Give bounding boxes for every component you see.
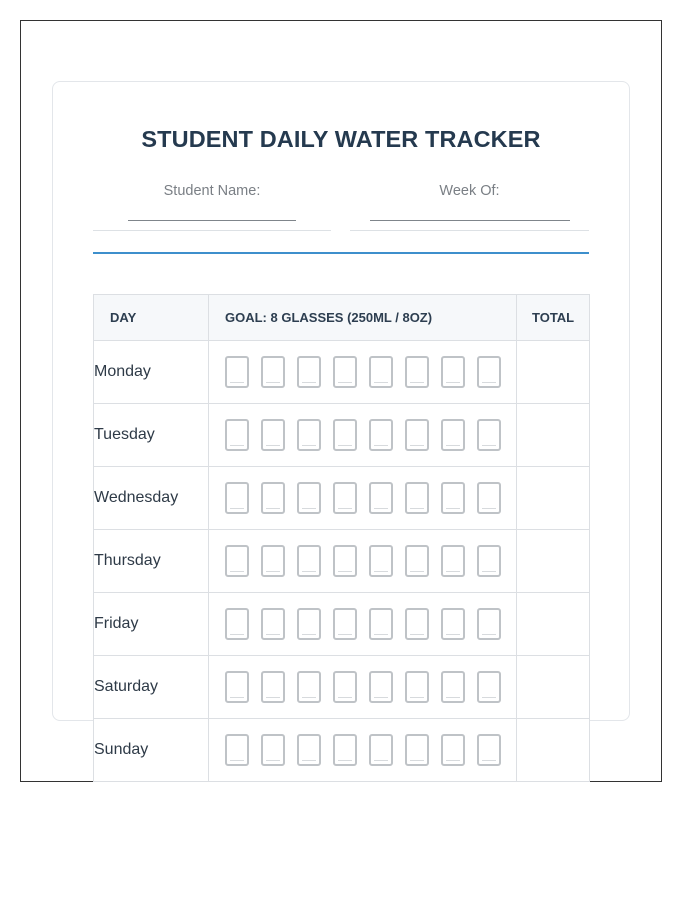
total-input-cell[interactable]	[517, 530, 590, 593]
glass-checkbox-icon[interactable]	[297, 419, 321, 451]
glass-checkbox-icon[interactable]	[369, 419, 393, 451]
total-input-cell[interactable]	[517, 467, 590, 530]
total-input-cell[interactable]	[517, 656, 590, 719]
glass-checkbox-icon[interactable]	[405, 419, 429, 451]
table-header-row	[94, 295, 590, 341]
glass-checkbox-icon[interactable]	[261, 734, 285, 766]
table-row	[94, 341, 590, 404]
glass-checkbox-icon[interactable]	[225, 419, 249, 451]
header-day: DAY	[94, 295, 209, 341]
week-of-input-line[interactable]	[370, 220, 570, 221]
glasses-group	[209, 608, 516, 640]
table-row	[94, 467, 590, 530]
glass-checkbox-icon[interactable]	[441, 608, 465, 640]
glasses-cell	[209, 656, 517, 719]
day-label: Saturday	[94, 656, 209, 719]
glasses-group	[209, 356, 516, 388]
glass-checkbox-icon[interactable]	[405, 608, 429, 640]
glass-checkbox-icon[interactable]	[477, 671, 501, 703]
glass-checkbox-icon[interactable]	[225, 671, 249, 703]
student-name-input-line[interactable]	[128, 220, 296, 221]
glass-checkbox-icon[interactable]	[225, 356, 249, 388]
glasses-cell	[209, 404, 517, 467]
day-label: Wednesday	[94, 467, 209, 530]
glass-checkbox-icon[interactable]	[297, 545, 321, 577]
glasses-group	[209, 419, 516, 451]
glass-checkbox-icon[interactable]	[477, 734, 501, 766]
glass-checkbox-icon[interactable]	[441, 671, 465, 703]
glass-checkbox-icon[interactable]	[261, 545, 285, 577]
glass-checkbox-icon[interactable]	[369, 608, 393, 640]
header-total: TOTAL	[517, 295, 590, 341]
glass-checkbox-icon[interactable]	[477, 419, 501, 451]
glass-checkbox-icon[interactable]	[297, 734, 321, 766]
field-divider	[350, 230, 589, 231]
water-tracker-table	[93, 294, 590, 782]
glass-checkbox-icon[interactable]	[441, 482, 465, 514]
day-label: Tuesday	[94, 404, 209, 467]
week-of-label: Week Of:	[439, 183, 500, 199]
total-input-cell[interactable]	[517, 593, 590, 656]
glass-checkbox-icon[interactable]	[477, 608, 501, 640]
glass-checkbox-icon[interactable]	[441, 419, 465, 451]
glasses-cell	[209, 593, 517, 656]
glasses-cell	[209, 530, 517, 593]
glass-checkbox-icon[interactable]	[405, 671, 429, 703]
accent-divider	[93, 252, 589, 254]
glass-checkbox-icon[interactable]	[333, 482, 357, 514]
glass-checkbox-icon[interactable]	[405, 545, 429, 577]
glass-checkbox-icon[interactable]	[261, 356, 285, 388]
glass-checkbox-icon[interactable]	[225, 608, 249, 640]
student-name-field[interactable]	[93, 183, 331, 199]
day-label: Sunday	[94, 719, 209, 782]
glass-checkbox-icon[interactable]	[225, 545, 249, 577]
glass-checkbox-icon[interactable]	[225, 734, 249, 766]
glass-checkbox-icon[interactable]	[333, 356, 357, 388]
glass-checkbox-icon[interactable]	[477, 482, 501, 514]
student-name-label: Student Name:	[163, 183, 261, 199]
glasses-cell	[209, 719, 517, 782]
glass-checkbox-icon[interactable]	[225, 482, 249, 514]
glasses-group	[209, 671, 516, 703]
glass-checkbox-icon[interactable]	[333, 671, 357, 703]
page-title: STUDENT DAILY WATER TRACKER	[141, 126, 541, 152]
table-row	[94, 404, 590, 467]
glass-checkbox-icon[interactable]	[333, 419, 357, 451]
total-input-cell[interactable]	[517, 719, 590, 782]
glass-checkbox-icon[interactable]	[405, 734, 429, 766]
glass-checkbox-icon[interactable]	[477, 356, 501, 388]
glass-checkbox-icon[interactable]	[261, 482, 285, 514]
glass-checkbox-icon[interactable]	[297, 608, 321, 640]
day-label: Monday	[94, 341, 209, 404]
header-goal: GOAL: 8 GLASSES (250ML / 8OZ)	[209, 295, 517, 341]
glass-checkbox-icon[interactable]	[369, 734, 393, 766]
day-label: Friday	[94, 593, 209, 656]
table-row	[94, 719, 590, 782]
glass-checkbox-icon[interactable]	[369, 356, 393, 388]
table-row	[94, 593, 590, 656]
glasses-group	[209, 734, 516, 766]
glass-checkbox-icon[interactable]	[333, 608, 357, 640]
glass-checkbox-icon[interactable]	[261, 419, 285, 451]
glass-checkbox-icon[interactable]	[369, 671, 393, 703]
glass-checkbox-icon[interactable]	[441, 734, 465, 766]
glasses-group	[209, 482, 516, 514]
glasses-cell	[209, 467, 517, 530]
table-row	[94, 656, 590, 719]
field-divider	[93, 230, 331, 231]
table-row	[94, 530, 590, 593]
week-of-field[interactable]	[350, 183, 589, 199]
glasses-cell	[209, 341, 517, 404]
glasses-group	[209, 545, 516, 577]
day-label: Thursday	[94, 530, 209, 593]
glass-checkbox-icon[interactable]	[297, 356, 321, 388]
glass-checkbox-icon[interactable]	[297, 671, 321, 703]
total-input-cell[interactable]	[517, 404, 590, 467]
glass-checkbox-icon[interactable]	[441, 356, 465, 388]
glass-checkbox-icon[interactable]	[405, 482, 429, 514]
glass-checkbox-icon[interactable]	[369, 545, 393, 577]
glass-checkbox-icon[interactable]	[405, 356, 429, 388]
glass-checkbox-icon[interactable]	[333, 734, 357, 766]
glass-checkbox-icon[interactable]	[333, 545, 357, 577]
glass-checkbox-icon[interactable]	[441, 545, 465, 577]
glass-checkbox-icon[interactable]	[369, 482, 393, 514]
glass-checkbox-icon[interactable]	[477, 545, 501, 577]
total-input-cell[interactable]	[517, 341, 590, 404]
glass-checkbox-icon[interactable]	[261, 608, 285, 640]
glass-checkbox-icon[interactable]	[261, 671, 285, 703]
glass-checkbox-icon[interactable]	[297, 482, 321, 514]
